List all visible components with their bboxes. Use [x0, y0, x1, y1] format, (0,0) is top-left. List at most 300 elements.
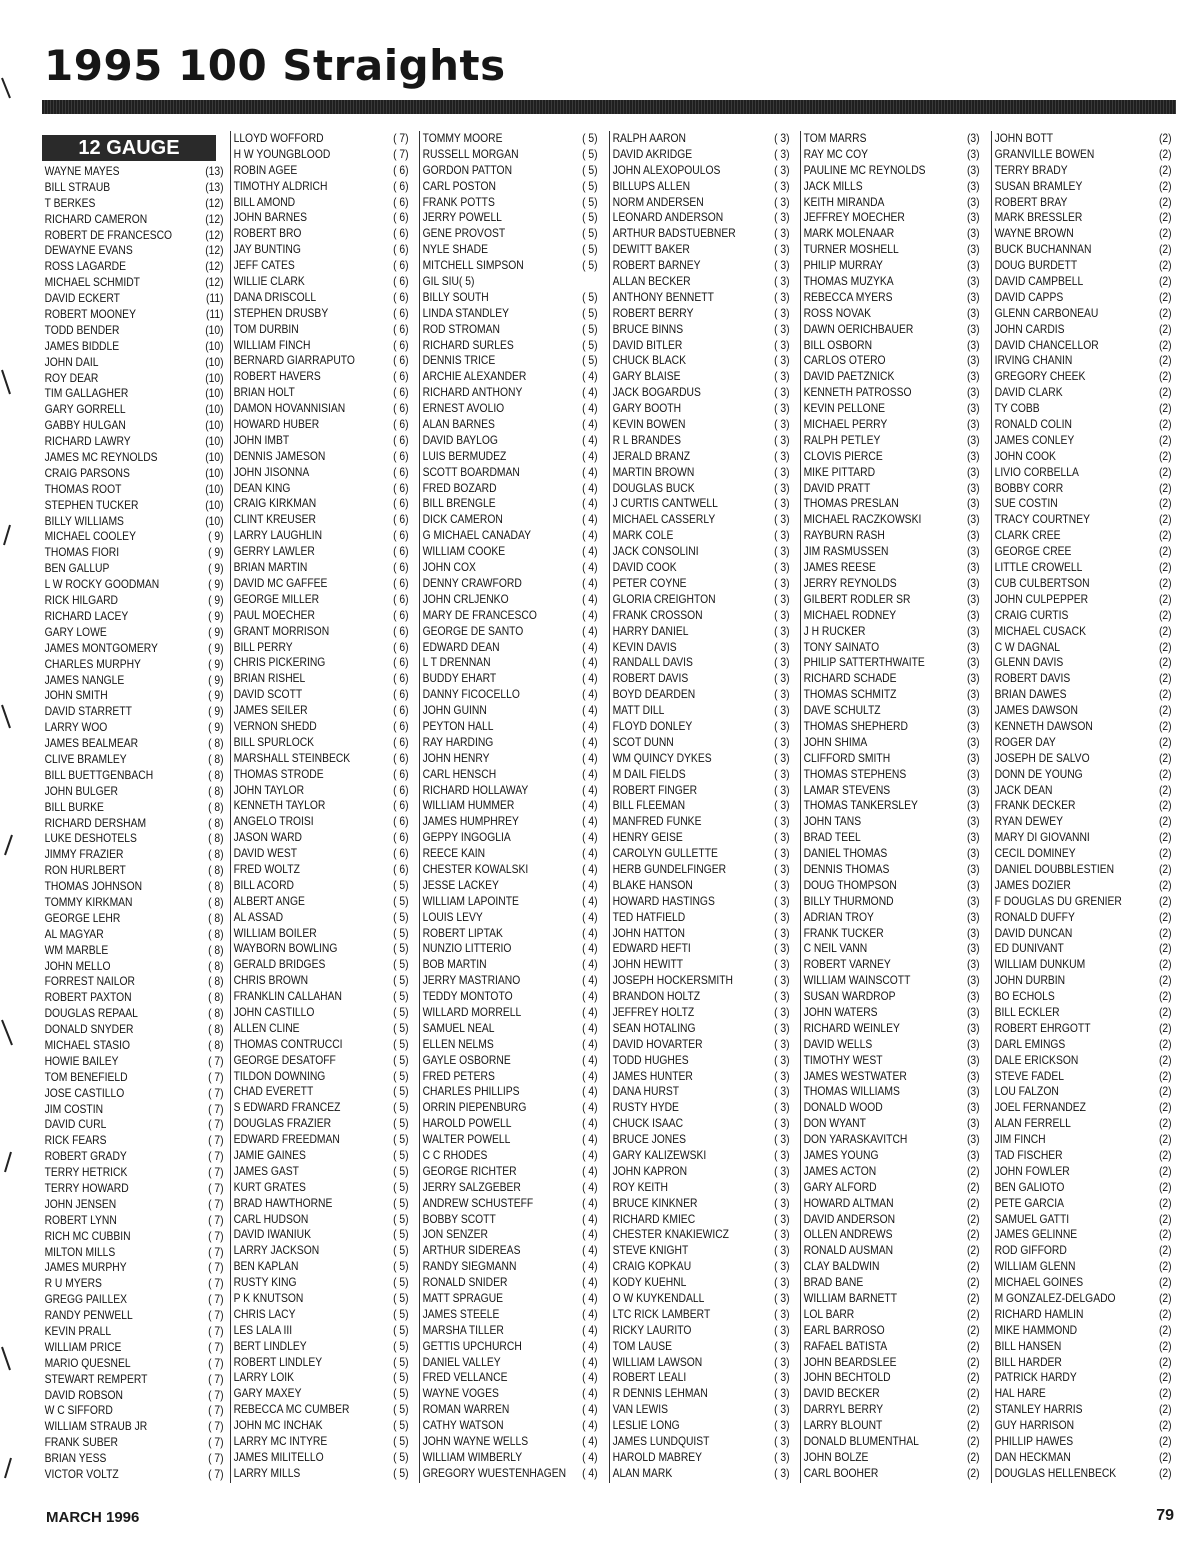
- straights-count: (2): [1158, 877, 1172, 892]
- shooter-name: RUSSELL MORGAN: [422, 146, 519, 161]
- shooter-name: JAMES HUMPHREY: [422, 814, 519, 829]
- straights-count: ( 4): [582, 1052, 598, 1067]
- list-item: [610, 1434, 790, 1450]
- straights-count: ( 7): [208, 1276, 224, 1291]
- list-item: [610, 1307, 790, 1323]
- straights-count: ( 4): [582, 1195, 598, 1210]
- straights-count: (11): [205, 291, 224, 306]
- list-item: [420, 1307, 598, 1323]
- straights-count: (3): [966, 766, 980, 781]
- list-item: [801, 941, 980, 957]
- straights-count: (2): [1158, 321, 1172, 336]
- list-item: [231, 1291, 409, 1307]
- straights-count: (2): [1158, 1004, 1172, 1019]
- shooter-name: CLIVE BRAMLEY: [44, 751, 127, 766]
- shooter-name: BRIAN MARTIN: [233, 560, 308, 575]
- straights-count: ( 3): [774, 1465, 790, 1480]
- list-item: [992, 465, 1172, 481]
- straights-count: (3): [966, 242, 980, 257]
- straights-count: (2): [1158, 703, 1172, 718]
- straights-count: ( 5): [393, 1402, 409, 1417]
- list-item: [801, 814, 980, 830]
- straights-count: ( 3): [774, 178, 790, 193]
- straights-count: (2): [1158, 1418, 1172, 1433]
- shooter-name: RONALD SNIDER: [422, 1275, 508, 1290]
- list-item: [610, 385, 790, 401]
- list-item: [420, 1339, 598, 1355]
- shooter-name: BILL ACORD: [233, 877, 294, 892]
- straights-count: ( 5): [582, 178, 598, 193]
- straights-count: (2): [1158, 1354, 1172, 1369]
- shooter-name: JACK BOGARDUS: [612, 385, 701, 400]
- straights-count: (2): [1158, 512, 1172, 527]
- shooter-name: LTC RICK LAMBERT: [612, 1306, 711, 1321]
- list-item: [610, 1227, 790, 1243]
- shooter-name: BRIAN YESS: [44, 1451, 107, 1466]
- list-item: [420, 1275, 598, 1291]
- straights-count: ( 8): [208, 783, 224, 798]
- shooter-name: JAMES GELINNE: [994, 1227, 1078, 1242]
- straights-count: ( 3): [774, 909, 790, 924]
- straights-count: ( 5): [393, 877, 409, 892]
- straights-count: (3): [966, 289, 980, 304]
- shooter-name: ROSS NOVAK: [803, 305, 872, 320]
- list-item: [420, 751, 598, 767]
- list-item: [610, 989, 790, 1005]
- shooter-name: RUSTY KING: [233, 1275, 297, 1290]
- list-item: [231, 910, 409, 926]
- list-item: [610, 1370, 790, 1386]
- straights-count: ( 6): [393, 750, 409, 765]
- straights-count: (3): [966, 655, 980, 670]
- straights-count: ( 3): [774, 814, 790, 829]
- shooter-name: THOMAS PRESLAN: [803, 496, 899, 511]
- straights-count: (2): [1158, 131, 1172, 145]
- list-item: [801, 957, 980, 973]
- shooter-name: JIM RASMUSSEN: [803, 544, 889, 559]
- list-item: [610, 751, 790, 767]
- shooter-name: JAMES BEALMEAR: [44, 736, 139, 751]
- shooter-name: BRIAN DAWES: [994, 687, 1067, 702]
- list-item: [610, 210, 790, 226]
- shooter-name: LARRY LOIK: [233, 1370, 295, 1385]
- straights-count: ( 6): [393, 369, 409, 384]
- straights-count: ( 6): [393, 353, 409, 368]
- name-list: [801, 131, 980, 1482]
- list-item: [610, 465, 790, 481]
- shooter-name: THOMAS STRODE: [233, 766, 324, 781]
- shooter-name: BILL HARDER: [994, 1354, 1062, 1369]
- list-item: [610, 1466, 790, 1482]
- shooter-name: HAL HARE: [994, 1386, 1046, 1401]
- straights-count: ( 7): [208, 1371, 224, 1386]
- shooter-name: CHESTER KOWALSKI: [422, 861, 529, 876]
- list-item: [992, 322, 1172, 338]
- shooter-name: MICHAEL COOLEY: [44, 529, 136, 544]
- shooter-name: ROBERT LIPTAK: [422, 925, 503, 940]
- shooter-name: KENNETH PATROSSO: [803, 385, 912, 400]
- straights-count: ( 5): [393, 893, 409, 908]
- shooter-name: MICHAEL CUSACK: [994, 623, 1086, 638]
- straights-count: ( 7): [208, 1101, 224, 1116]
- shooter-name: JOHN CULPEPPER: [994, 591, 1089, 606]
- list-item: [231, 1259, 409, 1275]
- list-item: [610, 1402, 790, 1418]
- straights-count: (2): [1158, 544, 1172, 559]
- shooter-name: JAMES WESTWATER: [803, 1068, 907, 1083]
- list-item: [992, 306, 1172, 322]
- results-columns: [42, 131, 1176, 1483]
- straights-count: (2): [1158, 1370, 1172, 1385]
- straights-count: (2): [966, 1211, 980, 1226]
- straights-count: (3): [966, 131, 980, 145]
- list-item: [610, 481, 790, 497]
- list-item: [801, 274, 980, 290]
- shooter-name: BUDDY EHART: [422, 671, 497, 686]
- list-item: [610, 1116, 790, 1132]
- shooter-name: PAUL MOECHER: [233, 607, 316, 622]
- list-item: [610, 1291, 790, 1307]
- shooter-name: TOM MARRS: [803, 131, 867, 145]
- list-item: [420, 926, 598, 942]
- list-item: [801, 735, 980, 751]
- straights-count: [572, 274, 598, 290]
- list-item: [420, 1037, 598, 1053]
- list-item: [610, 814, 790, 830]
- shooter-name: STEPHEN DRUSBY: [233, 305, 329, 320]
- straights-count: ( 9): [208, 640, 224, 655]
- straights-count: ( 4): [582, 1004, 598, 1019]
- shooter-name: TOMMY KIRKMAN: [44, 894, 133, 909]
- list-item: [420, 338, 598, 354]
- shooter-name: WILLARD MORRELL: [422, 1004, 522, 1019]
- shooter-name: BERT LINDLEY: [233, 1338, 307, 1353]
- straights-count: ( 4): [582, 432, 598, 447]
- list-item: [420, 1116, 598, 1132]
- straights-count: (2): [1158, 957, 1172, 972]
- shooter-name: WALTER POWELL: [422, 1132, 511, 1147]
- list-item: [992, 528, 1172, 544]
- shooter-name: JASON WARD: [233, 830, 303, 845]
- shooter-name: CRAIG KIRKMAN: [233, 496, 317, 511]
- shooter-name: JAMES MURPHY: [44, 1260, 127, 1275]
- straights-count: ( 6): [393, 623, 409, 638]
- shooter-name: C C RHODES: [422, 1148, 488, 1162]
- shooter-name: TEDDY MONTOTO: [422, 989, 513, 1004]
- list-item: [420, 703, 598, 719]
- straights-count: ( 4): [582, 671, 598, 686]
- straights-count: ( 3): [774, 703, 790, 718]
- straights-count: ( 3): [774, 734, 790, 749]
- shooter-name: BILL STRAUB: [44, 179, 111, 194]
- list-item: [420, 1466, 598, 1482]
- list-item: [610, 910, 790, 926]
- list-item: [231, 767, 409, 783]
- shooter-name: RONALD COLIN: [994, 417, 1073, 432]
- list-item: [42, 895, 224, 911]
- shooter-name: TERRY BRADY: [994, 162, 1068, 177]
- straights-count: ( 5): [582, 258, 598, 273]
- straights-count: ( 7): [208, 1419, 224, 1434]
- list-item: [801, 417, 980, 433]
- list-item: [610, 894, 790, 910]
- list-item: [42, 736, 224, 752]
- straights-count: (10): [205, 513, 224, 528]
- shooter-name: JOHN MC INCHAK: [233, 1418, 323, 1433]
- list-item: [992, 449, 1172, 465]
- straights-count: (2): [1158, 798, 1172, 813]
- shooter-name: ALBERT ANGE: [233, 893, 305, 908]
- list-item: [610, 226, 790, 242]
- shooter-name: MARK COLE: [612, 528, 674, 543]
- shooter-name: JOSEPH DE SALVO: [994, 750, 1090, 765]
- shooter-name: BRAD HAWTHORNE: [233, 1195, 333, 1210]
- shooter-name: HERB GUNDELFINGER: [612, 861, 727, 876]
- straights-count: (2): [1158, 1291, 1172, 1306]
- shooter-name: FRANK SUBER: [44, 1435, 118, 1450]
- list-item: [610, 1053, 790, 1069]
- shooter-name: MARIO QUESNEL: [44, 1355, 131, 1370]
- list-item: [610, 1418, 790, 1434]
- straights-count: ( 6): [393, 464, 409, 479]
- shooter-name: RONALD DUFFY: [994, 909, 1075, 924]
- shooter-name: WM QUINCY DYKES: [612, 750, 712, 765]
- list-item: [610, 1212, 790, 1228]
- list-item: [420, 258, 598, 274]
- list-item: [992, 385, 1172, 401]
- list-item: [231, 957, 409, 973]
- list-item: [231, 576, 409, 592]
- straights-count: ( 4): [582, 973, 598, 988]
- shooter-name: NYLE SHADE: [422, 242, 488, 257]
- straights-count: (12): [205, 259, 224, 274]
- list-item: [420, 163, 598, 179]
- shooter-name: JOHN BOLZE: [803, 1449, 869, 1464]
- list-item: [42, 609, 224, 625]
- shooter-name: REBECCA MC CUMBER: [233, 1402, 350, 1417]
- list-item: [801, 1370, 980, 1386]
- straights-count: ( 7): [208, 1403, 224, 1418]
- shooter-name: FRANK TUCKER: [803, 925, 884, 940]
- shooter-name: ROBERT BARNEY: [612, 258, 701, 273]
- shooter-name: PHILIP SATTERTHWAITE: [803, 655, 925, 670]
- straights-count: ( 9): [208, 529, 224, 544]
- straights-count: (3): [966, 798, 980, 813]
- shooter-name: NORM ANDERSEN: [612, 194, 704, 209]
- list-item: [231, 1069, 409, 1085]
- list-item: [992, 210, 1172, 226]
- straights-count: ( 6): [393, 544, 409, 559]
- straights-count: ( 3): [774, 162, 790, 177]
- shooter-name: DAVID CAMPBELL: [994, 274, 1084, 289]
- straights-count: (3): [966, 401, 980, 416]
- straights-count: ( 3): [774, 1434, 790, 1449]
- list-item: [610, 1196, 790, 1212]
- shooter-name: GLORIA CREIGHTON: [612, 591, 716, 606]
- shooter-name: MIKE HAMMOND: [994, 1322, 1078, 1337]
- straights-count: ( 9): [208, 720, 224, 735]
- list-item: [992, 1259, 1172, 1275]
- shooter-name: RAY HARDING: [422, 734, 494, 749]
- list-item: [992, 1402, 1172, 1418]
- straights-count: (3): [966, 321, 980, 336]
- list-item: [42, 1340, 224, 1356]
- straights-count: ( 4): [582, 369, 598, 384]
- list-item: [992, 544, 1172, 560]
- list-item: [420, 830, 598, 846]
- list-item: [992, 1021, 1172, 1037]
- shooter-name: ROMAN WARREN: [422, 1402, 510, 1417]
- list-item: [610, 862, 790, 878]
- list-item: [231, 1148, 409, 1164]
- straights-count: ( 5): [582, 194, 598, 209]
- list-item: [420, 1132, 598, 1148]
- list-item: [610, 1037, 790, 1053]
- list-item: [992, 1450, 1172, 1466]
- straights-count: (3): [966, 146, 980, 161]
- shooter-name: MITCHELL SIMPSON: [422, 258, 524, 273]
- straights-count: (2): [1158, 1084, 1172, 1099]
- straights-count: ( 7): [208, 1085, 224, 1100]
- list-item: [42, 1070, 224, 1086]
- straights-count: (2): [966, 1243, 980, 1258]
- list-item: [992, 512, 1172, 528]
- straights-count: (3): [966, 1036, 980, 1051]
- list-item: [992, 1307, 1172, 1323]
- shooter-name: JOHN HENRY: [422, 750, 490, 765]
- straights-count: (2): [1158, 1386, 1172, 1401]
- straights-count: (2): [966, 1402, 980, 1417]
- straights-count: (3): [966, 973, 980, 988]
- straights-count: ( 5): [393, 989, 409, 1004]
- list-item: [231, 1116, 409, 1132]
- straights-count: ( 4): [582, 989, 598, 1004]
- list-item: [801, 655, 980, 671]
- shooter-name: GERALD BRIDGES: [233, 957, 326, 972]
- list-item: [801, 195, 980, 211]
- shooter-name: GARY KALIZEWSKI: [612, 1148, 707, 1162]
- straights-count: ( 4): [582, 766, 598, 781]
- straights-count: ( 4): [582, 639, 598, 654]
- shooter-name: DOUGLAS BUCK: [612, 480, 695, 495]
- issue-date: MARCH 1996: [46, 1509, 140, 1526]
- list-item: [610, 1148, 790, 1164]
- straights-count: ( 5): [393, 1306, 409, 1321]
- list-item: [231, 1100, 409, 1116]
- shooter-name: ORRIN PIEPENBURG: [422, 1100, 527, 1115]
- list-item: [801, 512, 980, 528]
- shooter-name: BEN GALLUP: [44, 561, 110, 576]
- straights-count: (10): [205, 322, 224, 337]
- list-item: [992, 1148, 1172, 1164]
- shooter-name: ROY DEAR: [44, 370, 99, 385]
- list-item: [801, 624, 980, 640]
- straights-count: ( 4): [582, 782, 598, 797]
- list-item: [992, 973, 1172, 989]
- shooter-name: KEVIN BOWEN: [612, 417, 686, 432]
- list-item: [992, 496, 1172, 512]
- shooter-name: TERRY HOWARD: [44, 1181, 129, 1195]
- shooter-name: THOMAS CONTRUCCI: [233, 1036, 343, 1051]
- straights-count: ( 4): [582, 1243, 598, 1258]
- list-item: [801, 1116, 980, 1132]
- shooter-name: JIMMY FRAZIER: [44, 847, 124, 862]
- straights-count: (2): [1158, 146, 1172, 161]
- list-item: [231, 512, 409, 528]
- shooter-name: DONALD SNYDER: [44, 1022, 134, 1037]
- list-item: [231, 1180, 409, 1196]
- list-item: [42, 164, 224, 180]
- straights-count: (2): [1158, 464, 1172, 479]
- list-item: [610, 576, 790, 592]
- straights-count: (2): [1158, 1322, 1172, 1337]
- shooter-name: JERRY REYNOLDS: [803, 575, 897, 590]
- list-item: [610, 608, 790, 624]
- shooter-name: MANFRED FUNKE: [612, 814, 702, 829]
- straights-count: ( 4): [582, 1449, 598, 1464]
- straights-count: (10): [205, 402, 224, 417]
- list-item: [801, 1196, 980, 1212]
- list-item: [992, 846, 1172, 862]
- straights-count: (2): [1158, 496, 1172, 511]
- straights-count: (2): [1158, 560, 1172, 575]
- shooter-name: DAVID COOK: [612, 560, 677, 575]
- shooter-name: CLINT KREUSER: [233, 512, 316, 527]
- shooter-name: BILL BUETTGENBACH: [44, 767, 154, 782]
- straights-count: (2): [1158, 909, 1172, 924]
- list-item: [801, 1037, 980, 1053]
- shooter-name: GUY HARRISON: [994, 1418, 1075, 1433]
- list-item: [801, 846, 980, 862]
- list-item: [992, 242, 1172, 258]
- shooter-name: C W DAGNAL: [994, 639, 1060, 654]
- shooter-name: DOUG THOMPSON: [803, 877, 897, 892]
- list-item: [231, 163, 409, 179]
- straights-count: ( 3): [774, 973, 790, 988]
- straights-count: (3): [966, 432, 980, 447]
- list-item: [801, 1069, 980, 1085]
- straights-count: ( 5): [393, 1179, 409, 1194]
- shooter-name: CHRIS LACY: [233, 1306, 296, 1321]
- list-item: [610, 449, 790, 465]
- straights-count: ( 8): [208, 1006, 224, 1021]
- list-item: [42, 228, 224, 244]
- shooter-name: GORDON PATTON: [422, 162, 513, 177]
- list-item: [610, 671, 790, 687]
- straights-count: ( 3): [774, 941, 790, 956]
- list-item: [801, 1450, 980, 1466]
- straights-count: ( 8): [208, 894, 224, 909]
- straights-count: ( 7): [208, 1228, 224, 1243]
- list-item: [610, 973, 790, 989]
- list-item: [420, 1069, 598, 1085]
- shooter-name: IRVING CHANIN: [994, 353, 1073, 368]
- shooter-name: JOSE CASTILLO: [44, 1085, 125, 1100]
- straights-count: ( 4): [582, 925, 598, 940]
- straights-count: (2): [1158, 1179, 1172, 1194]
- list-item: [42, 673, 224, 689]
- list-item: [231, 624, 409, 640]
- straights-count: (2): [1158, 623, 1172, 638]
- straights-count: ( 5): [393, 1291, 409, 1306]
- list-item: [992, 401, 1172, 417]
- shooter-name: BILL OSBORN: [803, 337, 873, 352]
- straights-count: (3): [966, 385, 980, 400]
- shooter-name: THOMAS STEPHENS: [803, 766, 907, 781]
- straights-count: ( 5): [393, 1084, 409, 1099]
- shooter-name: MICHAEL PERRY: [803, 417, 888, 432]
- shooter-name: CRAIG KOPKAU: [612, 1259, 692, 1274]
